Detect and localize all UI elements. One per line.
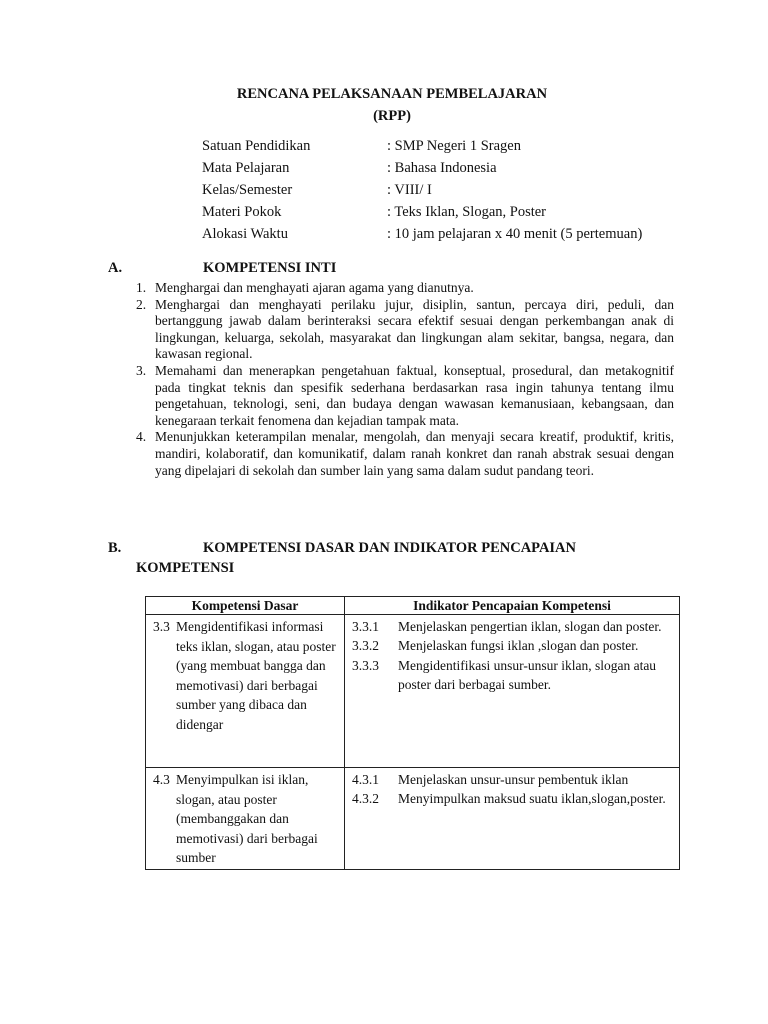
list-item-number: 2. [136, 296, 147, 312]
list-item-text: Menghargai dan menghayati perilaku jujur, disiplin, santun, percaya diri, peduli, dan bertanggung jawab dalam berinteraksi secara efektif sesuai dengan perkembangan anak di lingkungan, keluarga, sekolah, masyarakat dan lingkungan alam sekitar, bangsa, negara, dan kawasan regional. [155, 296, 674, 362]
kd-cell [146, 768, 345, 870]
indicator-number: 3.3.1 [352, 619, 379, 634]
info-label: Alokasi Waktu [202, 226, 288, 242]
info-label: Kelas/Semester [202, 182, 293, 198]
info-label: Mata Pelajaran [202, 160, 290, 176]
info-row [202, 157, 642, 179]
indicator-text: Menjelaskan pengertian iklan, slogan dan poster. [398, 619, 662, 634]
document-title: RENCANA PELAKSANAAN PEMBELAJARAN [236, 86, 548, 102]
info-value: : Teks Iklan, Slogan, Poster [387, 204, 547, 220]
indicator-cell [345, 768, 680, 870]
info-row [202, 179, 642, 201]
indicator-item [352, 617, 674, 636]
section-b-title: KOMPETENSI DASAR DAN INDIKATOR PENCAPAIAN [203, 540, 576, 556]
table-row [146, 768, 680, 870]
kd-cell [146, 615, 345, 768]
document-subtitle: (RPP) [373, 108, 411, 124]
info-row [202, 201, 642, 223]
info-value: : SMP Negeri 1 Sragen [387, 138, 521, 154]
indicator-text: Menjelaskan fungsi iklan ,slogan dan poster. [398, 638, 639, 654]
indicator-number: 3.3.2 [352, 638, 379, 654]
indicator-item [352, 656, 674, 695]
kd-text: Menyimpulkan isi iklan, slogan, atau poster (membanggakan dan memotivasi) dari berbagai sumber [176, 772, 318, 866]
kompetensi-inti-list [136, 280, 674, 479]
table-header-cell: Kompetensi Dasar [146, 597, 345, 615]
info-value: : 10 jam pelajaran x 40 menit (5 pertemuan) [387, 226, 643, 242]
indicator-text: Mengidentifikasi unsur-unsur iklan, slogan atau poster dari berbagai sumber. [398, 657, 657, 692]
indicator-item [352, 770, 674, 789]
kd-text: Mengidentifikasi informasi teks iklan, slogan, atau poster (yang membuat bangga dan memotivasi) dari berbagai sumber yang dibaca dan didengar [176, 619, 336, 732]
section-b-letter: B. [108, 540, 122, 556]
list-item-text: Menunjukkan keterampilan menalar, mengolah, dan menyaji secara kreatif, produktif, kritis, mandiri, kolaboratif, dan komunikatif, dalam ranah konkret dan ranah abstrak sesuai dengan yang dipelajari di sekolah dan sumber lain yang sama dalam sudut pandang teori. [155, 429, 674, 478]
info-value: : VIII/ I [387, 182, 432, 198]
list-item-number: 3. [136, 362, 147, 378]
indicator-cell [345, 615, 680, 768]
info-row [202, 223, 642, 245]
indicator-item [352, 789, 674, 808]
list-item [136, 363, 674, 429]
list-item [136, 280, 674, 297]
table-header-cell: Indikator Pencapaian Kompetensi [345, 597, 680, 615]
indicator-number: 4.3.1 [352, 772, 379, 787]
info-value: : Bahasa Indonesia [387, 160, 497, 176]
indicator-text: Menyimpulkan maksud suatu iklan,slogan,poster. [398, 791, 666, 807]
indicator-number: 3.3.3 [352, 657, 379, 673]
list-item-number: 4. [136, 429, 147, 445]
section-a-letter: A. [108, 260, 123, 276]
indicator-text: Menjelaskan unsur-unsur pembentuk iklan [398, 772, 629, 787]
list-item [136, 297, 674, 363]
list-item-number: 1. [136, 280, 147, 295]
info-label: Materi Pokok [202, 204, 282, 220]
info-block [202, 135, 642, 245]
table-header-row [146, 597, 680, 615]
info-row [202, 135, 642, 157]
section-b-title-continued: KOMPETENSI [136, 560, 235, 576]
kompetensi-table [145, 596, 680, 870]
kd-number: 4.3 [153, 772, 170, 787]
list-item-text: Menghargai dan menghayati ajaran agama yang dianutnya. [155, 280, 474, 295]
section-a-title: KOMPETENSI INTI [203, 260, 337, 276]
list-item-text: Memahami dan menerapkan pengetahuan faktual, konseptual, prosedural, dan metakognitif pada tingkat teknis dan spesifik sederhana berdasarkan rasa ingin tahunya tentang ilmu pengetahuan, teknologi, seni, dan budaya dengan wawasan kemanusiaan, kebangsaan, dan kenegaraan terkait fenomena dan kejadian tampak mata. [155, 362, 674, 428]
indicator-item [352, 636, 674, 655]
info-label: Satuan Pendidikan [202, 138, 311, 154]
table-row [146, 615, 680, 768]
list-item [136, 429, 674, 479]
indicator-number: 4.3.2 [352, 791, 379, 807]
kd-number: 3.3 [153, 619, 170, 634]
